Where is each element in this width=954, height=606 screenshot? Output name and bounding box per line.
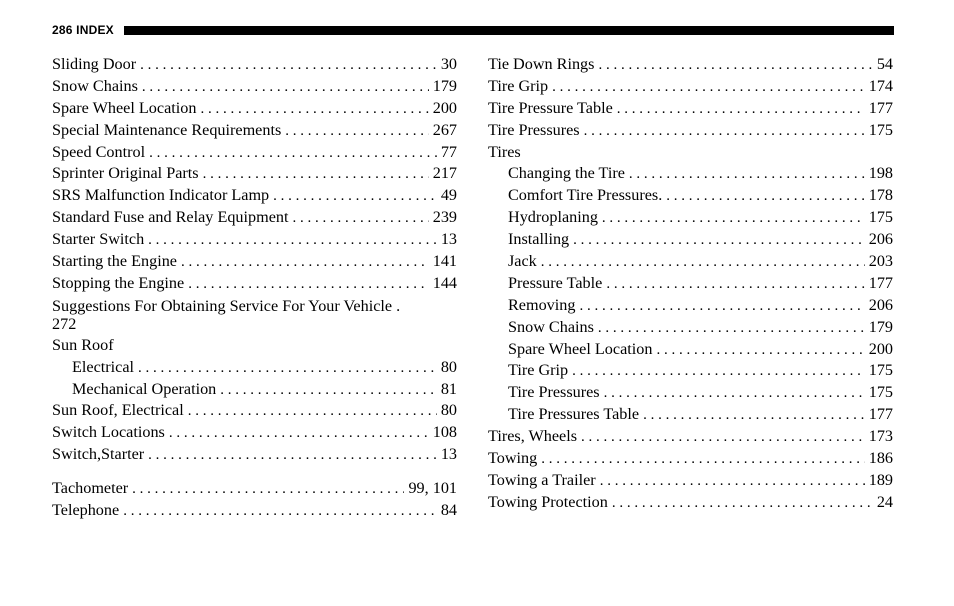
index-subentry	[488, 404, 893, 426]
index-term: Pressure Table	[508, 273, 603, 292]
index-term: Hydroplaning	[508, 208, 598, 227]
index-term: Starter Switch	[52, 230, 145, 249]
index-term: Tires, Wheels	[488, 427, 578, 446]
index-entry	[488, 76, 893, 98]
index-entry	[52, 185, 457, 207]
index-term: Tachometer	[52, 479, 129, 498]
index-term: Tire Pressures	[508, 383, 600, 402]
index-page: 179	[432, 76, 457, 95]
index-heading: Tires	[488, 142, 521, 161]
dot-leader	[148, 445, 437, 466]
index-page: 177	[868, 405, 893, 424]
index-column-right	[488, 54, 893, 514]
dot-leader	[584, 121, 865, 142]
dot-leader	[572, 361, 865, 382]
index-subentry	[488, 229, 893, 251]
dot-leader	[149, 143, 437, 164]
index-term: Comfort Tire Pressures.	[508, 186, 663, 205]
index-page: 175	[868, 120, 893, 139]
index-term: Switch Locations	[52, 423, 165, 442]
section-title: INDEX	[76, 23, 114, 37]
index-page: 108	[432, 423, 457, 442]
index-subentry	[52, 357, 457, 379]
index-entry	[52, 142, 457, 164]
index-page: 186	[868, 449, 893, 468]
index-list	[52, 54, 457, 295]
index-term: Tire Grip	[488, 76, 549, 95]
index-entry	[52, 251, 457, 273]
index-term: Jack	[508, 252, 537, 271]
index-term: Towing a Trailer	[488, 470, 596, 489]
index-entry	[52, 400, 457, 422]
index-leader: .	[392, 296, 401, 315]
index-term: Tire Grip	[508, 361, 569, 380]
dot-leader	[581, 427, 865, 448]
index-page: 24	[876, 492, 893, 511]
index-entry	[52, 98, 457, 120]
index-term: Tire Pressure Table	[488, 98, 613, 117]
index-entry	[52, 273, 457, 295]
index-term: Snow Chains	[52, 76, 138, 95]
index-entry	[52, 54, 457, 76]
index-page: 80	[440, 401, 457, 420]
index-sublist	[52, 357, 457, 401]
index-page: 200	[868, 339, 893, 358]
index-page: 174	[868, 76, 893, 95]
index-subentry	[488, 317, 893, 339]
index-page: 81	[440, 379, 457, 398]
index-page: 272	[52, 314, 77, 333]
index-entry	[52, 444, 457, 466]
index-page: 206	[868, 295, 893, 314]
index-term: Spare Wheel Location	[52, 98, 197, 117]
index-term: Removing	[508, 295, 576, 314]
index-page: 30	[440, 55, 457, 73]
dot-leader	[612, 493, 873, 514]
dot-leader	[602, 208, 865, 229]
dot-leader	[188, 274, 429, 295]
index-page: 175	[868, 361, 893, 380]
index-subentry	[488, 207, 893, 229]
dot-leader	[292, 208, 428, 229]
dot-leader	[273, 186, 437, 207]
dot-leader	[598, 318, 865, 339]
index-page: 80	[440, 357, 457, 376]
dot-leader	[148, 230, 437, 251]
index-page: 173	[868, 427, 893, 446]
index-subentry	[488, 273, 893, 295]
index-page: 178	[868, 186, 893, 205]
dot-leader	[604, 383, 865, 404]
index-subentry	[488, 360, 893, 382]
index-entry	[488, 54, 893, 76]
index-entry	[52, 207, 457, 229]
index-page: 175	[868, 383, 893, 402]
index-list	[488, 426, 893, 514]
index-page: 77	[440, 142, 457, 161]
index-term: Sun Roof, Electrical	[52, 401, 184, 420]
index-entry	[488, 492, 893, 514]
index-heading: Sun Roof	[52, 335, 114, 354]
index-subentry	[52, 379, 457, 401]
index-entry	[488, 120, 893, 142]
dot-leader	[643, 405, 865, 426]
index-entry	[52, 76, 457, 98]
index-term: Speed Control	[52, 142, 146, 161]
index-page: 203	[868, 252, 893, 271]
index-page: 54	[876, 55, 893, 73]
index-page: 267	[432, 120, 457, 139]
index-term: Snow Chains	[508, 317, 594, 336]
index-page: 239	[432, 208, 457, 227]
index-entry	[52, 229, 457, 251]
dot-leader	[169, 423, 429, 444]
index-page: 49	[440, 186, 457, 205]
dot-leader	[666, 186, 864, 207]
index-entry	[52, 297, 457, 333]
dot-leader	[203, 164, 429, 185]
index-term: Telephone	[52, 501, 120, 520]
header-rule	[124, 26, 894, 35]
index-entry	[52, 500, 457, 522]
index-entry	[52, 478, 457, 500]
index-page: 13	[440, 445, 457, 464]
index-term: Special Maintenance Requirements	[52, 120, 282, 139]
index-entry	[52, 163, 457, 185]
index-page: 217	[432, 164, 457, 183]
index-term: Sliding Door	[52, 55, 137, 73]
dot-leader	[598, 55, 872, 76]
dot-leader	[629, 164, 865, 185]
index-list	[52, 400, 457, 466]
index-page: 141	[432, 252, 457, 271]
index-term: Changing the Tire	[508, 164, 625, 183]
index-term: Towing	[488, 449, 538, 468]
index-term: Suggestions For Obtaining Service For Your Vehicle	[52, 296, 393, 315]
index-subentry	[488, 251, 893, 273]
index-term: Towing Protection	[488, 492, 608, 511]
header-label	[52, 23, 114, 37]
index-list	[52, 478, 457, 522]
index-page: 177	[868, 98, 893, 117]
index-page: 84	[440, 501, 457, 520]
index-term: Stopping the Engine	[52, 273, 185, 292]
index-term: Switch,Starter	[52, 445, 145, 464]
index-page: 206	[868, 230, 893, 249]
index-page: 200	[432, 98, 457, 117]
dot-leader	[188, 401, 437, 422]
dot-leader	[573, 230, 865, 251]
index-sublist	[488, 163, 893, 426]
index-term: Standard Fuse and Relay Equipment	[52, 208, 289, 227]
index-column-left	[52, 54, 457, 522]
index-page: 175	[868, 208, 893, 227]
dot-leader	[617, 99, 865, 120]
dot-leader	[132, 479, 404, 500]
dot-leader	[200, 99, 428, 120]
dot-leader	[541, 449, 864, 470]
index-term: Electrical	[72, 357, 135, 376]
index-entry	[488, 448, 893, 470]
index-page: 189	[868, 470, 893, 489]
dot-leader	[140, 55, 437, 76]
index-subentry	[488, 163, 893, 185]
index-page: 13	[440, 230, 457, 249]
dot-leader	[220, 380, 437, 401]
index-subentry	[488, 295, 893, 317]
index-term: Tire Pressures Table	[508, 405, 640, 424]
dot-leader	[656, 340, 864, 361]
dot-leader	[579, 296, 864, 317]
index-list	[488, 54, 893, 142]
index-entry	[52, 422, 457, 444]
index-term: Starting the Engine	[52, 252, 177, 271]
page-header	[52, 22, 894, 38]
index-term: SRS Malfunction Indicator Lamp	[52, 186, 270, 205]
spacer	[52, 466, 457, 478]
index-page: 99, 101	[408, 479, 457, 498]
index-entry	[488, 426, 893, 448]
dot-leader	[606, 274, 864, 295]
index-page: 179	[868, 317, 893, 336]
dot-leader	[552, 77, 865, 98]
index-term: Installing	[508, 230, 570, 249]
dot-leader	[600, 471, 865, 492]
page-number: 286	[52, 23, 73, 37]
index-entry	[52, 120, 457, 142]
index-term: Tire Pressures	[488, 120, 580, 139]
index-entry	[488, 98, 893, 120]
dot-leader	[138, 358, 437, 379]
index-page: 177	[868, 273, 893, 292]
index-term: Mechanical Operation	[72, 379, 217, 398]
index-page: 198	[868, 164, 893, 183]
index-term: Tie Down Rings	[488, 55, 595, 73]
dot-leader	[142, 77, 429, 98]
index-term: Spare Wheel Location	[508, 339, 653, 358]
index-entry	[488, 470, 893, 492]
index-subentry	[488, 339, 893, 361]
index-subentry	[488, 185, 893, 207]
index-term: Sprinter Original Parts	[52, 164, 199, 183]
dot-leader	[181, 252, 429, 273]
dot-leader	[123, 501, 437, 522]
dot-leader	[541, 252, 865, 273]
index-page: 144	[432, 273, 457, 292]
dot-leader	[285, 121, 428, 142]
index-subentry	[488, 382, 893, 404]
